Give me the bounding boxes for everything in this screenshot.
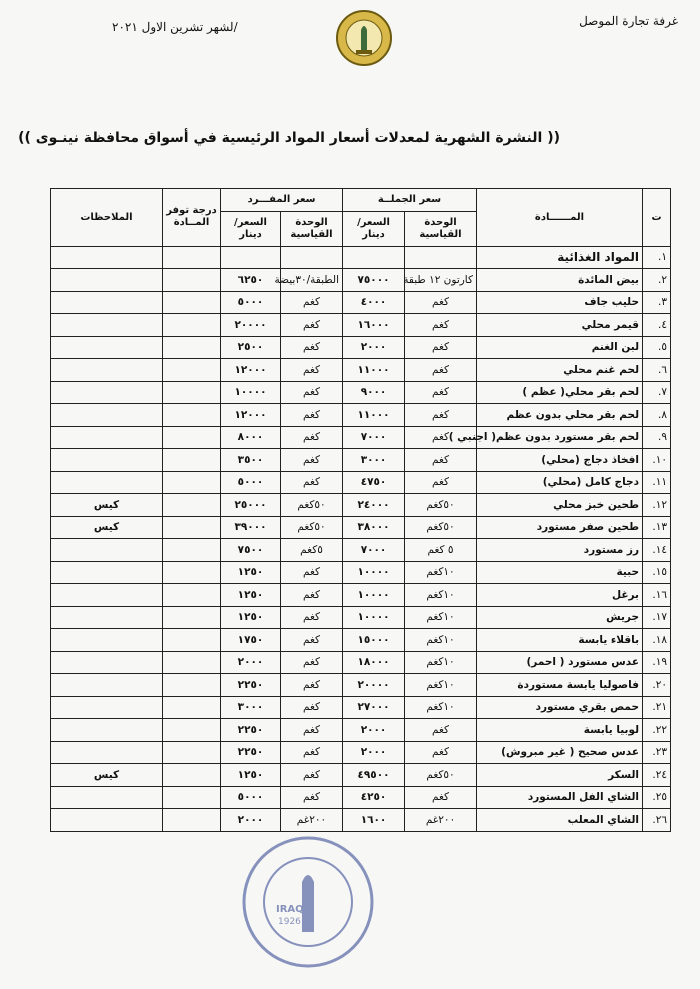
row-material: لحم بقر محلي بدون عظم: [477, 404, 643, 427]
table-row: [51, 449, 671, 472]
row-retail-unit: كغم: [281, 584, 343, 607]
row-wholesale-unit: كغم: [405, 786, 477, 809]
row-availability: [163, 539, 221, 562]
row-wholesale-price: ٢٠٠٠: [343, 719, 405, 742]
row-note: [51, 539, 163, 562]
row-material: حليب جاف: [477, 291, 643, 314]
row-material: عدس مستورد ( احمر): [477, 651, 643, 674]
row-material: بيض المائدة: [477, 269, 643, 292]
row-note: [51, 674, 163, 697]
row-material: لحم بقر محلي( عظم ): [477, 381, 643, 404]
row-retail-unit: كغم: [281, 449, 343, 472]
row-retail-unit: كغم: [281, 674, 343, 697]
row-wholesale-unit: ٥ كغم: [405, 539, 477, 562]
row-retail-price: ١٢٠٠٠: [221, 359, 281, 382]
row-retail-unit: كغم: [281, 629, 343, 652]
row-index: ١.: [643, 246, 671, 269]
row-wholesale-price: ٢٠٠٠: [343, 336, 405, 359]
row-note: [51, 606, 163, 629]
row-index: ٦.: [643, 359, 671, 382]
row-wholesale-price: ٤٢٥٠: [343, 786, 405, 809]
row-index: ١٠.: [643, 449, 671, 472]
row-wholesale-unit: كغم: [405, 359, 477, 382]
row-material: لحم بقر مستورد بدون عظم( اجنبي ): [477, 426, 643, 449]
row-index: ١٨.: [643, 629, 671, 652]
row-availability: [163, 741, 221, 764]
row-retail-price: ١٢٥٠: [221, 606, 281, 629]
row-material: عدس صحيح ( غير مبروش): [477, 741, 643, 764]
row-wholesale-unit: ١٠كغم: [405, 696, 477, 719]
table-row: [51, 539, 671, 562]
row-retail-unit: كغم: [281, 651, 343, 674]
row-wholesale-price: ٤٩٥٠٠: [343, 764, 405, 787]
row-availability: [163, 449, 221, 472]
row-material: جريش: [477, 606, 643, 629]
row-material: افخاذ دجاج (محلي): [477, 449, 643, 472]
row-availability: [163, 291, 221, 314]
row-retail-price: ٥٠٠٠: [221, 471, 281, 494]
table-row: [51, 246, 671, 269]
row-material: حمص بقري مستورد: [477, 696, 643, 719]
table-row: [51, 809, 671, 832]
row-availability: [163, 674, 221, 697]
row-retail-price: ١٢٠٠٠: [221, 404, 281, 427]
row-wholesale-price: ١٨٠٠٠: [343, 651, 405, 674]
row-availability: [163, 809, 221, 832]
row-retail-unit: كغم: [281, 561, 343, 584]
row-wholesale-price: ١١٠٠٠: [343, 404, 405, 427]
row-availability: [163, 336, 221, 359]
svg-text:IRAQ: IRAQ: [276, 904, 304, 915]
row-note: [51, 269, 163, 292]
row-wholesale-price: ٢٧٠٠٠: [343, 696, 405, 719]
row-wholesale-unit: كغم: [405, 336, 477, 359]
row-index: ٢٣.: [643, 741, 671, 764]
row-index: ١٩.: [643, 651, 671, 674]
table-row: [51, 426, 671, 449]
row-index: ٣.: [643, 291, 671, 314]
header-notes: الملاحظات: [51, 189, 163, 247]
row-availability: [163, 426, 221, 449]
row-note: [51, 426, 163, 449]
chamber-stamp: [238, 832, 378, 972]
row-note: [51, 404, 163, 427]
row-retail-price: ١٢٥٠: [221, 561, 281, 584]
header-availability: درجة توفر المــادة: [163, 189, 221, 247]
row-note: [51, 291, 163, 314]
row-material: الشاي المعلب: [477, 809, 643, 832]
row-retail-price: ٢٠٠٠: [221, 809, 281, 832]
row-wholesale-price: ١٠٠٠٠: [343, 606, 405, 629]
row-availability: [163, 764, 221, 787]
row-retail-unit: كغم: [281, 786, 343, 809]
row-retail-unit: ٥٠كغم: [281, 494, 343, 517]
row-retail-price: ٣٥٠٠: [221, 449, 281, 472]
row-availability: [163, 381, 221, 404]
row-availability: [163, 651, 221, 674]
row-wholesale-price: ٧٠٠٠: [343, 426, 405, 449]
table-row: [51, 336, 671, 359]
row-wholesale-unit: ١٠كغم: [405, 606, 477, 629]
row-retail-price: ٢٢٥٠: [221, 719, 281, 742]
row-wholesale-price: [343, 246, 405, 269]
table-row: [51, 651, 671, 674]
row-wholesale-price: ٢٠٠٠: [343, 741, 405, 764]
row-note: [51, 561, 163, 584]
organization-name: غرفة تجارة الموصل: [579, 14, 678, 28]
period-label: لشهر تشرين الاول ٢٠٢١/: [112, 20, 238, 34]
row-note: [51, 449, 163, 472]
row-availability: [163, 471, 221, 494]
row-index: ١٧.: [643, 606, 671, 629]
row-wholesale-price: ٩٠٠٠: [343, 381, 405, 404]
row-material: قيمر محلي: [477, 314, 643, 337]
table-row: [51, 584, 671, 607]
row-wholesale-unit: كغم: [405, 719, 477, 742]
row-wholesale-price: ٢٤٠٠٠: [343, 494, 405, 517]
table-row: [51, 764, 671, 787]
row-index: ١٥.: [643, 561, 671, 584]
row-index: ١٢.: [643, 494, 671, 517]
row-material: السكر: [477, 764, 643, 787]
row-retail-unit: كغم: [281, 719, 343, 742]
row-wholesale-price: ١٠٠٠٠: [343, 561, 405, 584]
row-wholesale-unit: ١٠كغم: [405, 584, 477, 607]
row-retail-price: ٥٠٠٠: [221, 786, 281, 809]
row-retail-unit: ٥كغم: [281, 539, 343, 562]
row-wholesale-unit: ١٠كغم: [405, 651, 477, 674]
table-row: [51, 359, 671, 382]
row-retail-unit: كغم: [281, 471, 343, 494]
row-availability: [163, 719, 221, 742]
row-wholesale-price: ١٠٠٠٠: [343, 584, 405, 607]
row-index: ١٦.: [643, 584, 671, 607]
prices-table: [50, 188, 671, 832]
row-material: دجاج كامل (محلي): [477, 471, 643, 494]
row-availability: [163, 584, 221, 607]
row-wholesale-price: ٣٨٠٠٠: [343, 516, 405, 539]
row-availability: [163, 606, 221, 629]
table-row: [51, 471, 671, 494]
row-retail-unit: ٢٠٠غم: [281, 809, 343, 832]
table-row: [51, 291, 671, 314]
row-material: لبن الغنم: [477, 336, 643, 359]
row-wholesale-unit: كغم: [405, 741, 477, 764]
table-row: [51, 494, 671, 517]
table-row: [51, 606, 671, 629]
row-wholesale-unit: كغم: [405, 314, 477, 337]
row-note: [51, 696, 163, 719]
row-retail-unit: كغم: [281, 404, 343, 427]
row-note: [51, 584, 163, 607]
row-note: [51, 809, 163, 832]
row-material: برغل: [477, 584, 643, 607]
row-retail-price: ٨٠٠٠: [221, 426, 281, 449]
table-row: [51, 719, 671, 742]
row-index: ٢٦.: [643, 809, 671, 832]
row-wholesale-price: ١٦٠٠: [343, 809, 405, 832]
row-wholesale-price: ١٦٠٠٠: [343, 314, 405, 337]
row-availability: [163, 494, 221, 517]
row-index: ٥.: [643, 336, 671, 359]
row-wholesale-unit: ١٠كغم: [405, 561, 477, 584]
row-material: حبية: [477, 561, 643, 584]
row-note: [51, 741, 163, 764]
header-wholesale-price: السعر/ دينار: [343, 211, 405, 246]
header-wholesale: سعر الجملــة: [343, 189, 477, 212]
row-wholesale-unit: ٥٠كغم: [405, 494, 477, 517]
row-wholesale-price: ٤٠٠٠: [343, 291, 405, 314]
row-retail-price: ٢٢٥٠: [221, 741, 281, 764]
row-note: [51, 359, 163, 382]
table-row: [51, 516, 671, 539]
row-retail-price: ١٢٥٠: [221, 764, 281, 787]
row-wholesale-price: ٢٠٠٠٠: [343, 674, 405, 697]
row-wholesale-unit: كغم: [405, 426, 477, 449]
row-retail-unit: كغم: [281, 426, 343, 449]
row-index: ٨.: [643, 404, 671, 427]
row-availability: [163, 359, 221, 382]
row-retail-unit: كغم: [281, 314, 343, 337]
row-retail-price: ٢٢٥٠: [221, 674, 281, 697]
row-note: كيس: [51, 764, 163, 787]
row-wholesale-unit: كغم: [405, 404, 477, 427]
table-row: [51, 561, 671, 584]
row-note: [51, 629, 163, 652]
table-row: [51, 269, 671, 292]
row-note: [51, 246, 163, 269]
row-wholesale-price: ٧٠٠٠: [343, 539, 405, 562]
row-retail-unit: ٥٠كغم: [281, 516, 343, 539]
row-wholesale-unit: ١٠كغم: [405, 629, 477, 652]
row-index: ٢٢.: [643, 719, 671, 742]
row-wholesale-unit: كغم: [405, 471, 477, 494]
row-material: المواد الغذائية: [477, 246, 643, 269]
row-wholesale-price: ١٥٠٠٠: [343, 629, 405, 652]
row-retail-price: ١٠٠٠٠: [221, 381, 281, 404]
row-availability: [163, 629, 221, 652]
bulletin-title: (( النشرة الشهرية لمعدلات أسعار المواد الرئيسية في أسواق محافظة نينـوى )): [18, 130, 560, 146]
row-material: باقلاء يابسة: [477, 629, 643, 652]
row-index: ١٣.: [643, 516, 671, 539]
row-note: كيس: [51, 494, 163, 517]
row-availability: [163, 786, 221, 809]
row-note: [51, 314, 163, 337]
table-row: [51, 404, 671, 427]
row-retail-price: ٢٥٠٠٠: [221, 494, 281, 517]
row-retail-price: ١٢٥٠: [221, 584, 281, 607]
row-wholesale-price: ٤٧٥٠: [343, 471, 405, 494]
row-retail-unit: كغم: [281, 336, 343, 359]
header-material: المــــــادة: [477, 189, 643, 247]
row-index: ١١.: [643, 471, 671, 494]
row-retail-unit: كغم: [281, 764, 343, 787]
row-wholesale-price: ٣٠٠٠: [343, 449, 405, 472]
row-wholesale-price: ١١٠٠٠: [343, 359, 405, 382]
row-availability: [163, 696, 221, 719]
table-row: [51, 629, 671, 652]
header-retail: سعر المفـــرد: [221, 189, 343, 212]
row-retail-price: ٧٥٠٠: [221, 539, 281, 562]
row-material: طحين خبز محلي: [477, 494, 643, 517]
row-availability: [163, 246, 221, 269]
row-retail-unit: كغم: [281, 291, 343, 314]
row-wholesale-unit: كغم: [405, 381, 477, 404]
row-note: [51, 471, 163, 494]
row-retail-unit: كغم: [281, 606, 343, 629]
table-row: [51, 741, 671, 764]
table-row: [51, 674, 671, 697]
row-material: رز مستورد: [477, 539, 643, 562]
table-row: [51, 696, 671, 719]
row-retail-price: ٥٠٠٠: [221, 291, 281, 314]
row-availability: [163, 314, 221, 337]
row-material: لوبيا يابسة: [477, 719, 643, 742]
row-index: ٧.: [643, 381, 671, 404]
header-retail-unit: الوحدة القياسية: [281, 211, 343, 246]
row-index: ٢.: [643, 269, 671, 292]
row-note: [51, 336, 163, 359]
svg-text:1926: 1926: [278, 917, 301, 927]
row-wholesale-unit: كارتون ١٢ طبقة: [405, 269, 477, 292]
row-retail-price: ٢٥٠٠: [221, 336, 281, 359]
row-index: ٢٤.: [643, 764, 671, 787]
row-retail-price: ٣٠٠٠: [221, 696, 281, 719]
header-retail-price: السعر/ دينار: [221, 211, 281, 246]
row-retail-price: ١٧٥٠: [221, 629, 281, 652]
row-retail-unit: الطبقة/٣٠بيضة: [281, 269, 343, 292]
row-wholesale-unit: ٥٠كغم: [405, 516, 477, 539]
row-retail-unit: كغم: [281, 381, 343, 404]
row-retail-price: ٦٢٥٠: [221, 269, 281, 292]
row-note: [51, 719, 163, 742]
row-index: ٤.: [643, 314, 671, 337]
row-wholesale-unit: كغم: [405, 449, 477, 472]
row-availability: [163, 561, 221, 584]
row-index: ٩.: [643, 426, 671, 449]
row-index: ٢١.: [643, 696, 671, 719]
row-material: لحم غنم محلي: [477, 359, 643, 382]
row-wholesale-unit: كغم: [405, 291, 477, 314]
row-material: الشاي الفل المستورد: [477, 786, 643, 809]
row-retail-unit: كغم: [281, 359, 343, 382]
row-retail-price: [221, 246, 281, 269]
row-note: [51, 786, 163, 809]
row-material: فاصوليا يابسة مستوردة: [477, 674, 643, 697]
row-retail-price: ٢٠٠٠٠: [221, 314, 281, 337]
table-row: [51, 381, 671, 404]
row-note: [51, 381, 163, 404]
row-wholesale-unit: ٢٠٠غم: [405, 809, 477, 832]
row-availability: [163, 269, 221, 292]
row-retail-price: ٢٠٠٠: [221, 651, 281, 674]
row-availability: [163, 516, 221, 539]
row-index: ١٤.: [643, 539, 671, 562]
row-retail-unit: كغم: [281, 696, 343, 719]
chamber-logo: [334, 8, 394, 68]
row-index: ٢٠.: [643, 674, 671, 697]
table-row: [51, 786, 671, 809]
row-retail-price: ٣٩٠٠٠: [221, 516, 281, 539]
row-wholesale-unit: ١٠كغم: [405, 674, 477, 697]
row-note: [51, 651, 163, 674]
row-retail-unit: كغم: [281, 741, 343, 764]
row-retail-unit: [281, 246, 343, 269]
row-wholesale-unit: [405, 246, 477, 269]
row-wholesale-price: ٧٥٠٠٠: [343, 269, 405, 292]
row-material: طحين صفر مستورد: [477, 516, 643, 539]
header-wholesale-unit: الوحدة القياسية: [405, 211, 477, 246]
row-index: ٢٥.: [643, 786, 671, 809]
header-index: ت: [643, 189, 671, 247]
row-note: كيس: [51, 516, 163, 539]
row-availability: [163, 404, 221, 427]
row-wholesale-unit: ٥٠كغم: [405, 764, 477, 787]
table-row: [51, 314, 671, 337]
